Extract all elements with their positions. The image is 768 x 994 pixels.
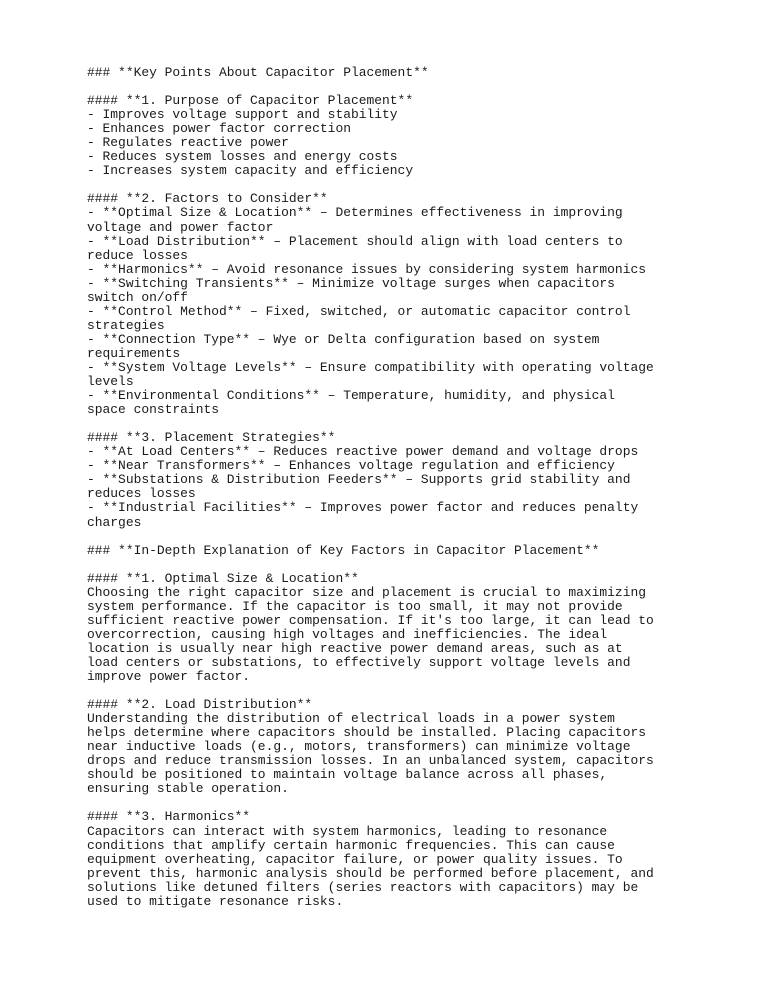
- blank-line: [87, 178, 687, 192]
- text-line: prevent this, harmonic analysis should be performed before placement, and: [87, 865, 654, 881]
- blank-line: [87, 558, 687, 572]
- text-line: - **Control Method** – Fixed, switched, or automatic capacitor control: [87, 303, 631, 319]
- text-line: drops and reduce transmission losses. In an unbalanced system, capacitors: [87, 753, 654, 769]
- text-line: - **Optimal Size & Location** – Determines effectiveness in improving: [87, 205, 623, 221]
- blank-line: [87, 684, 687, 698]
- text-line: - Regulates reactive power: [87, 135, 289, 151]
- text-line: charges: [87, 514, 142, 530]
- heading-line: #### **3. Placement Strategies**: [87, 430, 336, 446]
- text-line: - **Harmonics** – Avoid resonance issues by considering system harmonics: [87, 261, 646, 277]
- text-line: - **Environmental Conditions** – Temperature, humidity, and physical: [87, 388, 615, 404]
- text-line: helps determine where capacitors should be installed. Placing capacitors: [87, 725, 646, 741]
- document-body: [87, 66, 687, 909]
- text-line: used to mitigate resonance risks.: [87, 893, 344, 909]
- text-line: - **System Voltage Levels** – Ensure compatibility with operating voltage: [87, 359, 654, 375]
- text-line: conditions that amplify certain harmonic frequencies. This can cause: [87, 837, 615, 853]
- text-line: - **Load Distribution** – Placement should align with load centers to: [87, 233, 623, 249]
- heading-line: #### **2. Load Distribution**: [87, 697, 313, 713]
- text-line: - Enhances power factor correction: [87, 121, 351, 137]
- text-line: solutions like detuned filters (series reactors with capacitors) may be: [87, 879, 639, 895]
- text-line: - **At Load Centers** – Reduces reactive power demand and voltage drops: [87, 444, 639, 460]
- text-line: Understanding the distribution of electrical loads in a power system: [87, 711, 615, 727]
- text-line: - Reduces system losses and energy costs: [87, 149, 398, 165]
- text-line: Choosing the right capacitor size and placement is crucial to maximizing: [87, 584, 646, 600]
- text-line: - **Switching Transients** – Minimize voltage surges when capacitors: [87, 275, 615, 291]
- text-line: system performance. If the capacitor is too small, it may not provide: [87, 598, 623, 614]
- blank-line: [87, 796, 687, 810]
- text-line: - **Connection Type** – Wye or Delta configuration based on system: [87, 331, 600, 347]
- text-line: - Improves voltage support and stability: [87, 107, 398, 123]
- text-line: load centers or substations, to effectively support voltage levels and: [87, 654, 631, 670]
- blank-line: [87, 417, 687, 431]
- text-line: ensuring stable operation.: [87, 781, 289, 797]
- text-line: equipment overheating, capacitor failure, or power quality issues. To: [87, 851, 623, 867]
- heading-line: #### **1. Optimal Size & Location**: [87, 570, 359, 586]
- text-line: reduce losses: [87, 247, 188, 263]
- blank-line: [87, 80, 687, 94]
- text-line: near inductive loads (e.g., motors, transformers) can minimize voltage: [87, 739, 631, 755]
- text-line: location is usually near high reactive power demand areas, such as at: [87, 640, 623, 656]
- heading-line: #### **1. Purpose of Capacitor Placement**: [87, 93, 414, 109]
- text-line: requirements: [87, 345, 181, 361]
- heading-line: ### **Key Points About Capacitor Placement**: [87, 65, 429, 80]
- text-line: - **Substations & Distribution Feeders** – Supports grid stability and: [87, 472, 631, 488]
- text-line: space constraints: [87, 402, 219, 418]
- text-line: improve power factor.: [87, 669, 251, 685]
- heading-line: #### **2. Factors to Consider**: [87, 191, 328, 207]
- text-line: - **Industrial Facilities** – Improves power factor and reduces penalty: [87, 500, 639, 516]
- heading-line: #### **3. Harmonics**: [87, 809, 251, 825]
- heading-line: ### **In-Depth Explanation of Key Factors in Capacitor Placement**: [87, 542, 600, 558]
- text-line: strategies: [87, 317, 165, 333]
- text-line: voltage and power factor: [87, 219, 274, 235]
- text-line: overcorrection, causing high voltages and inefficiencies. The ideal: [87, 626, 608, 642]
- text-line: levels: [87, 374, 134, 390]
- text-line: reduces losses: [87, 486, 196, 502]
- text-line: Capacitors can interact with system harmonics, leading to resonance: [87, 823, 608, 839]
- text-line: switch on/off: [87, 289, 188, 305]
- text-line: should be positioned to maintain voltage balance across all phases,: [87, 767, 608, 783]
- text-line: - Increases system capacity and efficiency: [87, 163, 414, 179]
- blank-line: [87, 530, 687, 544]
- text-line: sufficient reactive power compensation. If it's too large, it can lead to: [87, 612, 654, 628]
- text-line: - **Near Transformers** – Enhances voltage regulation and efficiency: [87, 458, 615, 474]
